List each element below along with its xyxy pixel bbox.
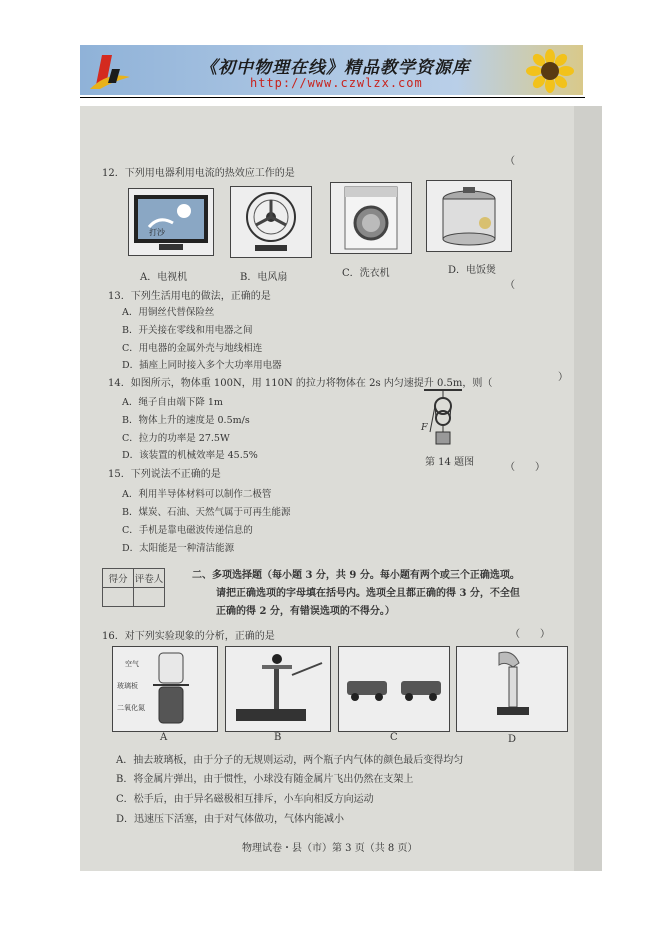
q14-option-a: A．绳子自由端下降 1m xyxy=(122,397,223,408)
piston-cylinder-icon xyxy=(457,647,567,731)
banner-title: 《初中物理在线》精品教学资源库 xyxy=(200,58,470,78)
rice-cooker-icon xyxy=(427,181,511,251)
q12-image-tv xyxy=(128,188,214,256)
q15-bracket: （ ） xyxy=(505,462,545,473)
q12-caption-b: B．电风扇 xyxy=(240,272,288,283)
q12-stem: 12．下列用电器利用电流的热效应工作的是 xyxy=(102,168,295,179)
q16-stem: 16．对下列实验现象的分析，正确的是 xyxy=(102,631,275,642)
electric-fan-icon xyxy=(231,187,311,257)
page-edge xyxy=(574,106,602,871)
magnet-carts-icon xyxy=(339,647,449,731)
q13-option-d: D．插座上同时接入多个大功率用电器 xyxy=(122,360,282,371)
q12-caption-a: A．电视机 xyxy=(140,272,188,283)
washing-machine-icon xyxy=(331,183,411,253)
q12-image-cooker xyxy=(426,180,512,252)
q13-option-b: B．开关接在零线和用电器之间 xyxy=(122,325,253,336)
header-banner xyxy=(80,45,583,95)
q14-option-b: B．物体上升的速度是 0.5m/s xyxy=(122,415,250,426)
q16-label-b: B xyxy=(274,732,282,743)
inertia-apparatus-icon xyxy=(226,647,330,731)
q16-figure-b xyxy=(225,646,331,732)
q13-stem: 13．下列生活用电的做法，正确的是 xyxy=(108,291,271,302)
q16-option-d: D．迅速压下活塞，由于对气体做功，气体内能减小 xyxy=(116,814,345,825)
q14-figure-caption: 第 14 题图 xyxy=(425,457,475,468)
q15-option-c: C．手机是靠电磁波传递信息的 xyxy=(122,525,253,536)
q15-option-b: B．煤炭、石油、天然气属于可再生能源 xyxy=(122,507,291,518)
q14-bracket-end: ） xyxy=(558,372,568,383)
grader-cell xyxy=(134,588,165,607)
q13-option-a: A．用铜丝代替保险丝 xyxy=(122,307,215,318)
q14-option-d: D．该装置的机械效率是 45.5% xyxy=(122,450,258,461)
q13-option-c: C．用电器的金属外壳与地线相连 xyxy=(122,343,263,354)
sunflower-icon xyxy=(525,49,575,93)
banner-divider xyxy=(80,97,585,98)
page-footer: 物理试卷・县（市）第 3 页（共 8 页） xyxy=(242,843,418,854)
q16-label-d: D xyxy=(508,734,517,745)
q12-image-fan xyxy=(230,186,312,258)
section2-line2: 请把正确选项的字母填在括号内。选项全且都正确的得 3 分，不全但 xyxy=(216,588,520,599)
force-label: F xyxy=(421,422,428,433)
q16-figure-a xyxy=(112,646,218,732)
q16-option-b: B．将金属片弹出，由于惯性，小球没有随金属片飞出仍然在支架上 xyxy=(116,774,414,785)
q12-image-washer xyxy=(330,182,412,254)
label-glass-plate: 玻璃板 xyxy=(117,682,138,690)
q12-caption-c: C．洗衣机 xyxy=(342,268,390,279)
q14-option-c: C．拉力的功率是 27.5W xyxy=(122,433,230,444)
q16-option-a: A．抽去玻璃板，由于分子的无规则运动，两个瓶子内气体的颜色最后变得均匀 xyxy=(116,755,464,766)
banner-url[interactable]: http://www.czwlzx.com xyxy=(250,76,423,90)
q15-stem: 15．下列说法不正确的是 xyxy=(108,469,221,480)
q16-figure-c xyxy=(338,646,450,732)
label-no2: 二氧化氮 xyxy=(117,704,145,712)
tv-icon xyxy=(129,189,213,255)
score-table xyxy=(102,568,165,607)
exam-page-photo xyxy=(80,106,602,871)
section2-line3: 正确的得 2 分，有错误选项的不得分。） xyxy=(216,606,395,617)
q14-stem: 14．如图所示，物体重 100N，用 110N 的拉力将物体在 2s 内匀速提升 0.5m，则（ xyxy=(108,378,493,389)
q16-label-c: C xyxy=(390,732,398,743)
q15-option-a: A．利用半导体材料可以制作二极管 xyxy=(122,489,272,500)
section2-heading: 二、多项选择题（每小题 3 分，共 9 分。每小题有两个或三个正确选项。 xyxy=(192,570,520,581)
q16-option-c: C．松手后，由于异名磁极相互排斥，小车向相反方向运动 xyxy=(116,794,374,805)
q13-bracket: （ xyxy=(505,280,515,291)
q16-bracket: （ ） xyxy=(510,629,550,640)
logo-icon xyxy=(88,51,132,91)
q12-caption-d: D．电饭煲 xyxy=(448,265,497,276)
q16-label-a: A xyxy=(160,732,168,743)
score-header-grader: 评卷人 xyxy=(134,569,165,588)
label-air: 空气 xyxy=(125,660,139,668)
q12-bracket: （ xyxy=(505,156,515,167)
score-cell xyxy=(103,588,134,607)
score-header-score: 得分 xyxy=(103,569,134,588)
tv-screen-text: 打沙 xyxy=(149,228,165,237)
pulley-diagram xyxy=(418,388,468,448)
q16-figure-d xyxy=(456,646,568,732)
q15-option-d: D．太阳能是一种清洁能源 xyxy=(122,543,235,554)
